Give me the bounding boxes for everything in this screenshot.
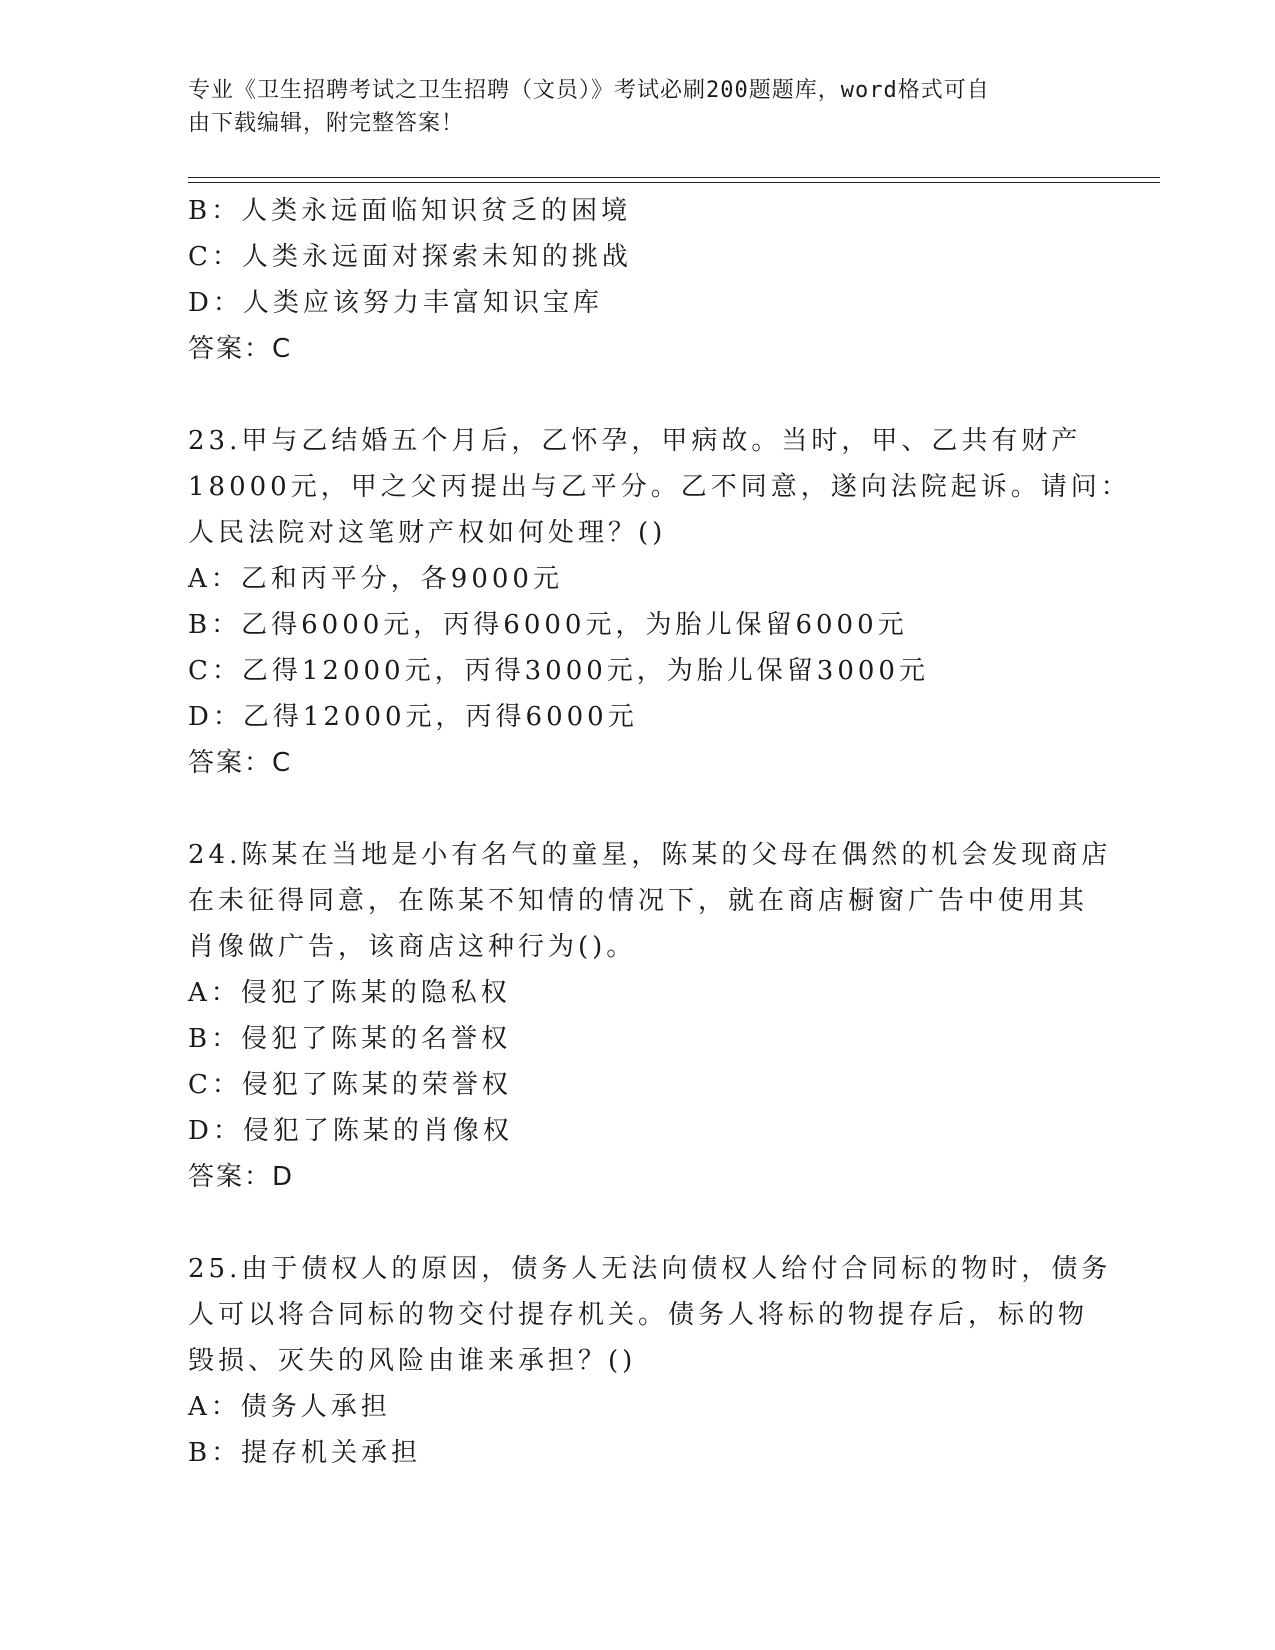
option-c: C：侵犯了陈某的荣誉权 bbox=[188, 1070, 512, 1100]
answer-line: 答案：C bbox=[188, 334, 293, 364]
question-stem-line: 肖像做广告，该商店这种行为()。 bbox=[188, 932, 637, 962]
option-a: A：乙和丙平分，各9000元 bbox=[188, 564, 563, 594]
question-stem-line: 人民法院对这笔财产权如何处理？() bbox=[188, 518, 667, 548]
spacer bbox=[188, 786, 1088, 832]
question-22-block bbox=[188, 188, 1088, 372]
header-divider-top bbox=[188, 177, 1160, 178]
option-b: B：侵犯了陈某的名誉权 bbox=[188, 1024, 512, 1054]
option-c: C：人类永远面对探索未知的挑战 bbox=[188, 242, 632, 272]
question-stem-line: 24.陈某在当地是小有名气的童星，陈某的父母在偶然的机会发现商店 bbox=[188, 840, 1112, 870]
question-23-block bbox=[188, 418, 1131, 786]
document-header bbox=[188, 74, 1068, 140]
question-list bbox=[188, 188, 1131, 1476]
option-d: D：侵犯了陈某的肖像权 bbox=[188, 1116, 513, 1146]
question-24-block bbox=[188, 832, 1112, 1200]
question-25-block bbox=[188, 1246, 1112, 1476]
question-stem-line: 23.甲与乙结婚五个月后，乙怀孕，甲病故。当时，甲、乙共有财产 bbox=[188, 426, 1082, 456]
option-d: D：乙得12000元，丙得6000元 bbox=[188, 702, 638, 732]
question-stem-line: 25.由于债权人的原因，债务人无法向债权人给付合同标的物时，债务 bbox=[188, 1254, 1112, 1284]
option-b: B：人类永远面临知识贫乏的困境 bbox=[188, 196, 632, 226]
header-divider-bottom bbox=[188, 182, 1160, 183]
option-b: B：提存机关承担 bbox=[188, 1438, 422, 1468]
spacer bbox=[188, 372, 1088, 418]
header-line-2: 由下载编辑，附完整答案！ bbox=[188, 111, 465, 136]
option-b: B：乙得6000元，丙得6000元，为胎儿保留6000元 bbox=[188, 610, 908, 640]
question-stem-line: 18000元，甲之父丙提出与乙平分。乙不同意，遂向法院起诉。请问： bbox=[188, 472, 1131, 502]
header-line-1: 专业《卫生招聘考试之卫生招聘（文员）》考试必刷200题题库，word格式可自 bbox=[188, 78, 990, 103]
answer-line: 答案：C bbox=[188, 748, 293, 778]
option-a: A：债务人承担 bbox=[188, 1392, 391, 1422]
option-d: D：人类应该努力丰富知识宝库 bbox=[188, 288, 603, 318]
option-c: C：乙得12000元，丙得3000元，为胎儿保留3000元 bbox=[188, 656, 929, 686]
question-stem-line: 在未征得同意，在陈某不知情的情况下，就在商店橱窗广告中使用其 bbox=[188, 886, 1089, 916]
answer-line: 答案：D bbox=[188, 1162, 295, 1192]
question-stem-line: 毁损、灭失的风险由谁来承担？() bbox=[188, 1346, 637, 1376]
question-stem-line: 人可以将合同标的物交付提存机关。债务人将标的物提存后，标的物 bbox=[188, 1300, 1089, 1330]
spacer bbox=[188, 1200, 1088, 1246]
option-a: A：侵犯了陈某的隐私权 bbox=[188, 978, 511, 1008]
